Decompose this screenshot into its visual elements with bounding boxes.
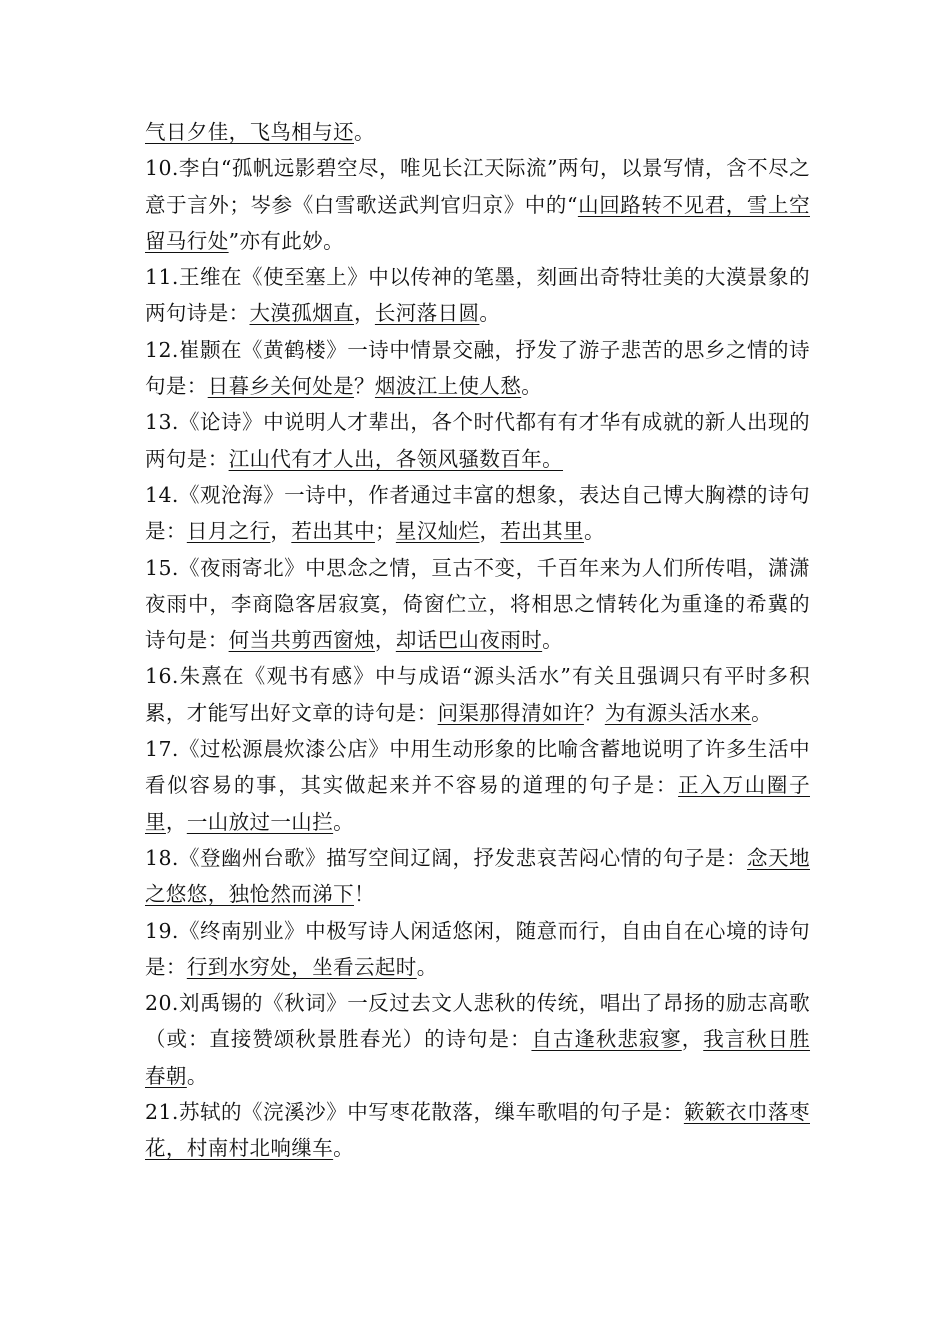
question-item xyxy=(145,259,810,332)
question-text: 。 xyxy=(751,700,773,725)
question-text: ？ xyxy=(583,700,605,725)
question-text: 。 xyxy=(479,301,501,326)
question-text: 11.王维在《使至塞上》中以传神的笔墨，刻画出奇特壮美的大漠景象的两句诗是： xyxy=(145,265,810,326)
question-item xyxy=(145,913,810,986)
question-text: 10.李白“孤帆远影碧空尽，唯见长江天际流”两句，以景写情，含不尽之意于言外；岑参《白雪歌送武判官归京》中的“ xyxy=(145,156,810,217)
question-text: 19.《终南别业》中极写诗人闲适悠闲，随意而行，自由自在心境的诗句是： xyxy=(145,918,810,979)
question-item xyxy=(145,477,810,550)
question-item xyxy=(145,404,810,477)
question-text: 12.崔颢在《黄鹤楼》一诗中情景交融，抒发了游子悲苦的思乡之情的诗句是： xyxy=(145,337,810,399)
question-text: 。 xyxy=(333,1136,355,1161)
answer-text: 星汉灿烂 xyxy=(395,519,480,544)
question-text: 。 xyxy=(333,809,355,834)
question-text: ； xyxy=(374,519,396,544)
question-item xyxy=(145,550,810,659)
answer-text: 念天地之悠悠，独怆然而涕下 xyxy=(145,845,810,907)
question-text: 13.《论诗》中说明人才辈出，各个时代都有有才华有成就的新人出现的两句是： xyxy=(145,410,810,471)
question-item xyxy=(145,150,810,259)
question-item xyxy=(145,1094,810,1167)
answer-text: 长河落日圆 xyxy=(374,301,480,326)
question-item xyxy=(145,731,810,840)
answer-text: 江山代有才人出，各领风骚数百年。 xyxy=(228,446,564,471)
answer-text: 大漠孤烟直 xyxy=(249,301,354,326)
question-text: ！ xyxy=(354,882,375,907)
question-item xyxy=(145,985,810,1094)
question-text: 。 xyxy=(521,374,543,399)
answer-text: 气日夕佳，飞鸟相与还 xyxy=(145,120,354,144)
question-text: ， xyxy=(479,519,501,544)
question-text: 。 xyxy=(542,628,564,653)
question-text: 17.《过松源晨炊漆公店》中用生动形象的比喻含蓄地说明了许多生活中看似容易的事，其实做起来并不容易的道理的句子是： xyxy=(145,737,810,798)
answer-text: 正入万山圈子里 xyxy=(145,773,810,834)
question-item xyxy=(145,840,810,913)
answer-text: 烟波江上使人愁 xyxy=(374,374,522,399)
document-body xyxy=(145,114,810,1167)
answer-text: 却话巴山夜雨时 xyxy=(395,628,543,653)
answer-text: 为有源头活水来 xyxy=(604,700,752,725)
question-text: 。 xyxy=(583,519,605,544)
answer-text: 行到水穷处，坐看云起时 xyxy=(186,954,417,979)
question-text: 15.《夜雨寄北》中思念之情，亘古不变，千百年来为人们所传唱，潇潇夜雨中，李商隐客居寂寞，倚窗伫立，将相思之情转化为重逢的希冀的诗句是： xyxy=(145,555,810,653)
question-text: 20.刘禹锡的《秋词》一反过去文人悲秋的传统，唱出了昂扬的励志高歌（或：直接赞颂秋景胜春光）的诗句是： xyxy=(145,991,810,1052)
answer-text: 若出其里 xyxy=(500,519,584,544)
answer-text: 日暮乡关何处是 xyxy=(207,374,355,399)
question-text: ， xyxy=(270,519,292,544)
question-text: 。 xyxy=(186,1063,208,1088)
question-text: 16.朱熹在《观书有感》中与成语“源头活水”有关且强调只有平时多积累，才能写出好文章的诗句是： xyxy=(145,664,810,725)
question-text: ， xyxy=(374,628,396,653)
question-item xyxy=(145,332,810,405)
answer-text: 簌簌衣巾落枣花，村南村北响缫车 xyxy=(145,1100,810,1161)
question-text: ？ xyxy=(354,374,375,399)
question-text: 。 xyxy=(354,120,375,144)
answer-text: 山回路转不见君，雪上空留马行处 xyxy=(145,192,810,253)
question-text: 。 xyxy=(416,954,438,979)
question-text: 14.《观沧海》一诗中，作者通过丰富的想象，表达自己博大胸襟的诗句是： xyxy=(145,482,810,544)
question-text: ， xyxy=(165,809,187,834)
question-text: 18.《登幽州台歌》描写空间辽阔，抒发悲哀苦闷心情的句子是： xyxy=(145,845,748,870)
question-text: ， xyxy=(681,1027,704,1052)
question-text: 21.苏轼的《浣溪沙》中写枣花散落，缫车歌唱的句子是： xyxy=(145,1100,684,1125)
answer-text: 问渠那得清如许 xyxy=(437,700,584,725)
question-text: ， xyxy=(354,301,375,326)
question-item xyxy=(145,658,810,731)
answer-text: 若出其中 xyxy=(291,519,375,544)
answer-text: 一山放过一山拦 xyxy=(186,809,334,834)
question-text: ”亦有此妙。 xyxy=(228,228,344,253)
answer-text: 何当共剪西窗烛 xyxy=(228,628,375,653)
question-item xyxy=(145,114,810,150)
answer-text: 我言秋日胜春朝 xyxy=(145,1027,811,1088)
answer-text: 自古逢秋悲寂寥 xyxy=(531,1027,682,1052)
answer-text: 日月之行 xyxy=(186,519,271,544)
